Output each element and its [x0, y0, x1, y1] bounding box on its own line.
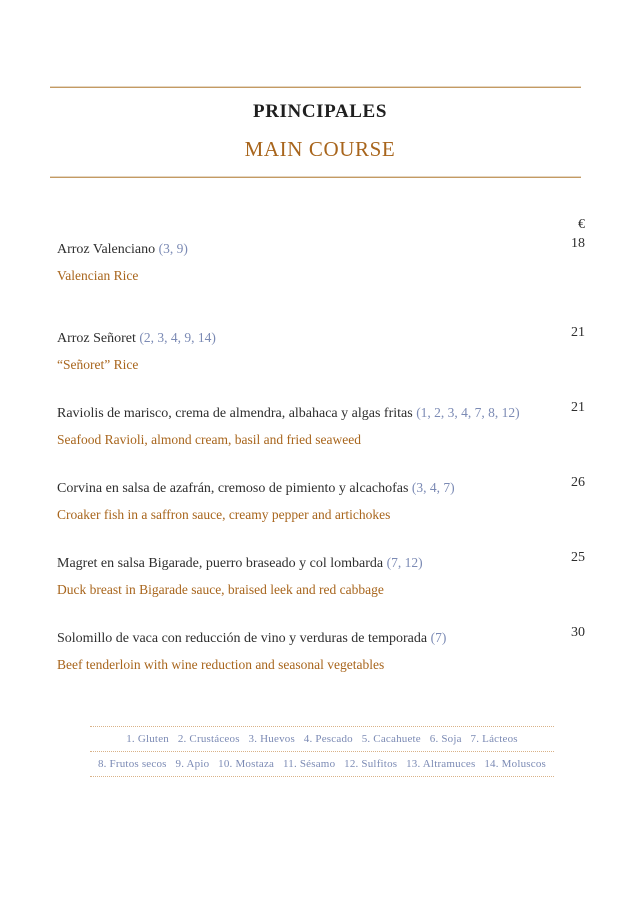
currency-symbol: € [578, 217, 585, 232]
dish-allergen-numbers: (2, 3, 4, 9, 14) [139, 330, 216, 345]
dish-name-spanish [57, 404, 532, 423]
dish-name-english: “Señoret” Rice [57, 357, 139, 372]
dish-allergen-numbers: (7, 12) [386, 555, 423, 570]
dish-allergen-numbers: (1, 2, 3, 4, 7, 8, 12) [416, 405, 520, 420]
menu-item-row [57, 625, 585, 648]
dish-name-english: Duck breast in Bigarade sauce, braised leek and red cabbage [57, 582, 384, 597]
header-rule-top [50, 86, 581, 88]
header-rule-bottom [50, 176, 581, 178]
dish-name-spanish [57, 329, 228, 348]
dish-price: 18 [571, 236, 585, 251]
dish-name-english: Croaker fish in a saffron sauce, creamy pepper and artichokes [57, 507, 391, 522]
menu-item-row [57, 325, 585, 348]
menu-item [57, 325, 585, 374]
menu-item [57, 236, 585, 285]
dish-name-spanish [57, 240, 200, 259]
dish-allergen-numbers: (3, 9) [158, 241, 188, 256]
menu-item [57, 475, 585, 524]
menu-item-row [57, 475, 585, 498]
dish-price: 26 [571, 475, 585, 490]
legend-line-1: 1. Gluten 2. Crustáceos 3. Huevos 4. Pescado 5. Cacahuete 6. Soja 7. Lácteos [126, 733, 518, 745]
dish-price: 21 [571, 325, 585, 340]
dish-name-english: Seafood Ravioli, almond cream, basil and fried seaweed [57, 432, 362, 447]
menu-list [57, 236, 585, 704]
dish-name-spanish-text: Arroz Señoret [57, 331, 136, 346]
dish-name-spanish-text: Arroz Valenciano [57, 242, 156, 257]
dish-allergen-numbers: (3, 4, 7) [411, 480, 455, 495]
dish-name-english: Valencian Rice [57, 268, 139, 283]
dish-name-english: Beef tenderloin with wine reduction and seasonal vegetables [57, 657, 385, 672]
menu-item [57, 550, 585, 599]
legend-divider [90, 776, 554, 777]
dish-name-spanish [57, 554, 435, 573]
menu-item-row [57, 550, 585, 573]
dish-name-spanish [57, 479, 467, 498]
dish-price: 30 [571, 625, 585, 640]
dish-name-spanish [57, 629, 458, 648]
menu-item [57, 400, 585, 449]
menu-item-row [57, 400, 585, 423]
allergen-legend [90, 726, 554, 777]
dish-name-spanish-text: Raviolis de marisco, crema de almendra, albahaca y algas fritas [57, 406, 413, 421]
menu-item [57, 625, 585, 674]
dish-price: 25 [571, 550, 585, 565]
page-title-english: MAIN COURSE [244, 137, 396, 161]
page-title-spanish: PRINCIPALES [253, 101, 387, 122]
legend-line-2: 8. Frutos secos 9. Apio 10. Mostaza 11. Sésamo 12. Sulfitos 13. Altramuces 14. Moluscos [97, 758, 547, 770]
dish-name-spanish-text: Solomillo de vaca con reducción de vino y verduras de temporada [57, 631, 428, 646]
dish-price: 21 [571, 400, 585, 415]
dish-allergen-numbers: (7) [430, 630, 447, 645]
dish-name-spanish-text: Corvina en salsa de azafrán, cremoso de pimiento y alcachofas [57, 481, 409, 496]
dish-name-spanish-text: Magret en salsa Bigarade, puerro braseado y col lombarda [57, 556, 384, 571]
menu-item-row [57, 236, 585, 259]
